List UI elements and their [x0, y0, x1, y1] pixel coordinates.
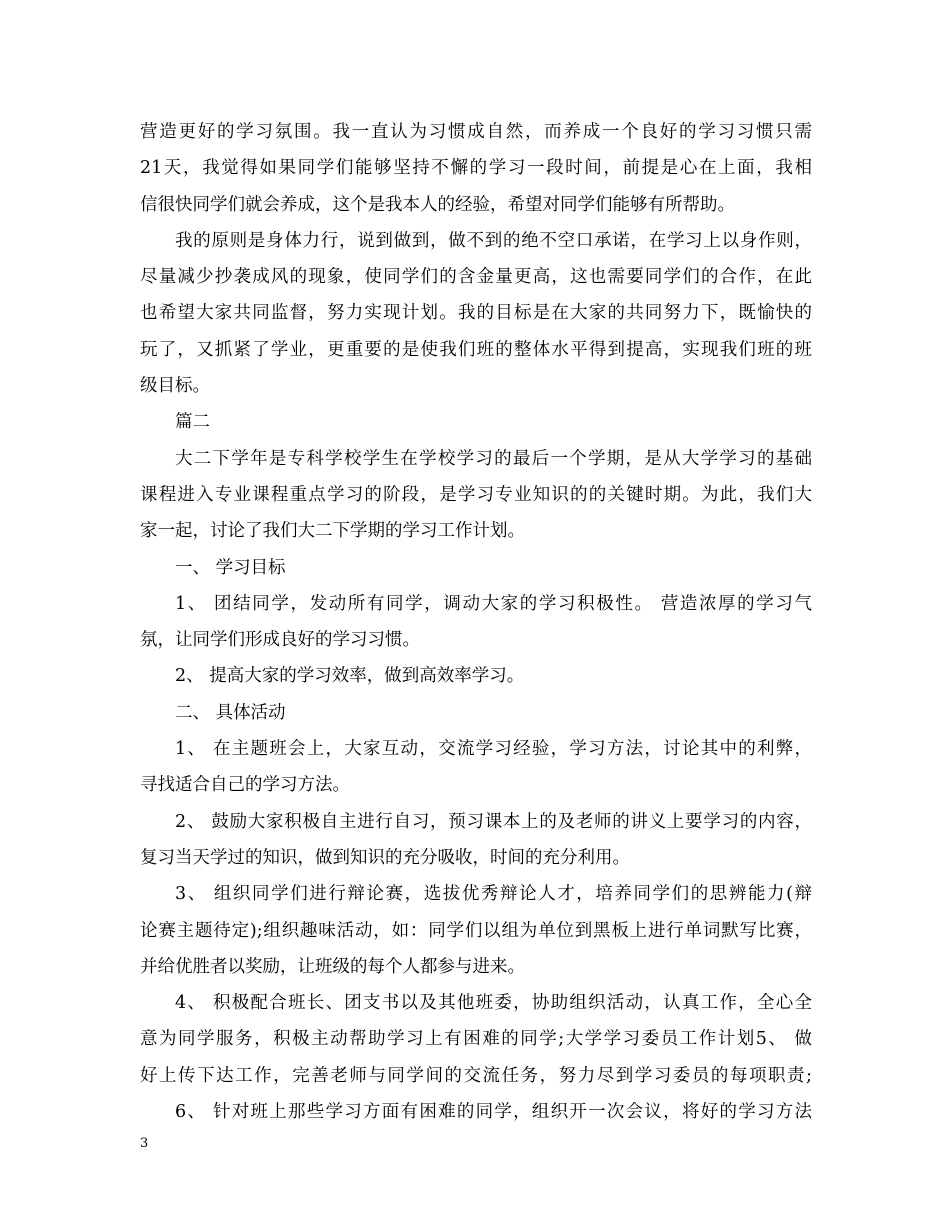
- paragraph-first-line: 6、 针对班上那些学习方面有困难的同学，组织开一次会议，将好的学习方法: [175, 1102, 812, 1123]
- text-line: 意为同学服务，积极主动帮助学习上有困难的同学;大学学习委员工作计划5、 做: [140, 1029, 812, 1050]
- paragraph-first-line: 一、 学习目标: [175, 557, 286, 578]
- text-line: 玩了，又抓紧了学业，更重要的是使我们班的整体水平得到提高，实现我们班的班: [140, 339, 812, 360]
- document-body: [140, 114, 812, 1130]
- paragraph-first-line: 2、 鼓励大家积极自主进行自习，预习课本上的及老师的讲义上要学习的内容，: [175, 811, 812, 832]
- text-line: 论赛主题待定);组织趣味活动，如：同学们以组为单位到黑板上进行单词默写比赛，: [140, 920, 812, 941]
- paragraph-first-line: 3、 组织同学们进行辩论赛，选拔优秀辩论人才，培养同学们的思辨能力(辩: [175, 884, 812, 905]
- text-line: 课程进入专业课程重点学习的阶段，是学习专业知识的的关键时期。为此，我们大: [140, 484, 812, 505]
- paragraph-first-line: 二、 具体活动: [175, 702, 286, 723]
- text-line: 营造更好的学习氛围。我一直认为习惯成自然，而养成一个良好的学习习惯只需: [140, 122, 812, 142]
- paragraph-first-line: 我的原则是身体力行，说到做到，做不到的绝不空口承诺，在学习上以身作则，: [175, 230, 812, 251]
- paragraph-first-line: 大二下学年是专科学校学生在学校学习的最后一个学期，是从大学学习的基础: [175, 448, 812, 469]
- paragraph-first-line: 篇二: [175, 412, 210, 433]
- text-line: 复习当天学过的知识，做到知识的充分吸收，时间的充分利用。: [140, 847, 630, 868]
- paragraph-first-line: 4、 积极配合班长、团支书以及其他班委，协助组织活动，认真工作，全心全: [175, 993, 812, 1014]
- page-number: 3: [140, 1136, 149, 1151]
- paragraph-first-line: 1、 团结同学，发动所有同学，调动大家的学习积极性。 营造浓厚的学习气: [175, 593, 812, 614]
- text-line: 氛，让同学们形成良好的学习习惯。: [140, 630, 420, 651]
- text-line: 家一起，讨论了我们大二下学期的学习工作计划。: [140, 521, 525, 542]
- text-line: 寻找适合自己的学习方法。: [140, 775, 350, 796]
- text-line: 尽量减少抄袭成风的现象，使同学们的含金量更高，这也需要同学们的合作，在此: [140, 267, 812, 288]
- text-line: 也希望大家共同监督，努力实现计划。我的目标是在大家的共同努力下，既愉快的: [140, 303, 812, 324]
- paragraph-first-line: 2、 提高大家的学习效率，做到高效率学习。: [175, 666, 525, 687]
- paragraph-first-line: 1、 在主题班会上，大家互动，交流学习经验，学习方法，讨论其中的利弊，: [175, 739, 812, 760]
- text-line: 好上传下达工作，完善老师与同学间的交流任务，努力尽到学习委员的每项职责;: [140, 1065, 812, 1086]
- text-line: 信很快同学们就会养成，这个是我本人的经验，希望对同学们能够有所帮助。: [140, 194, 735, 215]
- text-line: 21天，我觉得如果同学们能够坚持不懈的学习一段时间，前提是心在上面，我相: [140, 158, 812, 179]
- text-line: 级目标。: [140, 376, 210, 397]
- text-line: 并给优胜者以奖励，让班级的每个人都参与进来。: [140, 956, 525, 977]
